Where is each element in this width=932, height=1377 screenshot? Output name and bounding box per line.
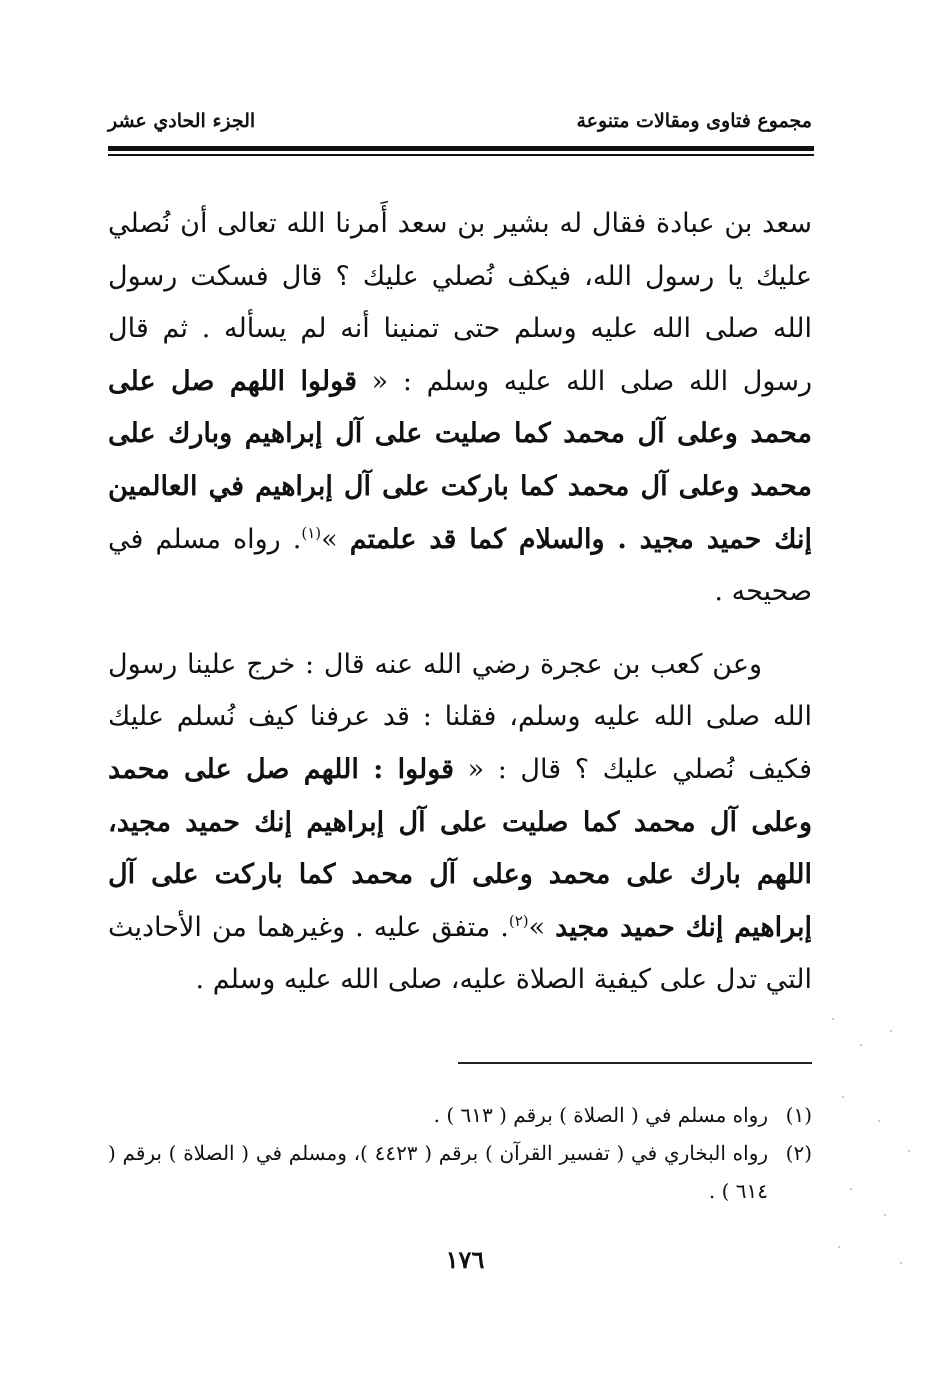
page-number: ١٧٦ [445,1245,485,1274]
footnote-2 [108,1134,812,1210]
paragraph-2-text-a: وعن كعب بن عجرة رضي الله عنه قال : خرج علينا رسول الله صلى الله عليه وسلم، فقلنا : قد عرفنا كيف نُسلم عليك فكيف نُصلي عليك ؟ قال : « [108,648,813,785]
scan-specks [820,1000,932,1280]
paragraph-2-hadith-text: قولوا : اللهم صل على محمد وعلى آل محمد كما صليت على آل إبراهيم إنك حميد مجيد، اللهم بارك على محمد وعلى آل محمد كما باركت على آل إبراهيم إنك حميد مجيد [108,753,812,943]
header-rule-thick [108,146,814,151]
paragraph-2-quote-close: » [528,911,556,943]
main-text [108,198,812,1007]
volume-label: الجزء الحادي عشر [108,110,256,132]
paragraph-1-text-b: . رواه مسلم في صحيحه . [108,523,812,608]
paragraph-1-quote-close: » [321,523,350,555]
footnote-separator [458,1062,812,1064]
footnote-number: (١) [785,1103,812,1127]
footnote-ref-2[interactable]: (٢) [508,911,529,930]
footnote-number: (٢) [785,1141,812,1165]
footnotes [108,1096,812,1210]
paragraph-1-hadith-text: قولوا اللهم صل على محمد وعلى آل محمد كما صليت على آل إبراهيم وبارك على محمد وعلى آل محمد كما باركت على آل إبراهيم في العالمين إنك حميد مجيد . والسلام كما قد علمتم [108,365,812,555]
paragraph-2 [108,639,812,1007]
footnote-1 [108,1096,812,1134]
paragraph-1-text-a: سعد بن عبادة فقال له بشير بن سعد أَمرنا الله تعالى أن نُصلي عليك يا رسول الله، فيكف نُصلي عليك ؟ قال فسكت رسول الله صلى الله عليه وسلم حتى تمنينا أنه لم يسأله . ثم قال رسول الله صلى الله عليه وسلم : « [108,208,812,397]
footnote-text: رواه البخاري في ( تفسير القرآن ) برقم ( ٤٤٢٣ )، ومسلم في ( الصلاة ) برقم ( ٦١٤ ) . [108,1141,769,1203]
paragraph-1 [108,198,812,619]
running-header [108,110,812,146]
book-title: مجموع فتاوى ومقالات متنوعة [576,110,812,132]
footnote-text: رواه مسلم في ( الصلاة ) برقم ( ٦١٣ ) . [433,1103,768,1127]
header-rule-thin [108,154,814,156]
footnote-ref-1[interactable]: (١) [301,523,322,542]
paragraph-2-text-b: . متفق عليه . وغيرهما من الأحاديث التي تدل على كيفية الصلاة عليه، صلى الله عليه وسلم . [108,911,812,996]
